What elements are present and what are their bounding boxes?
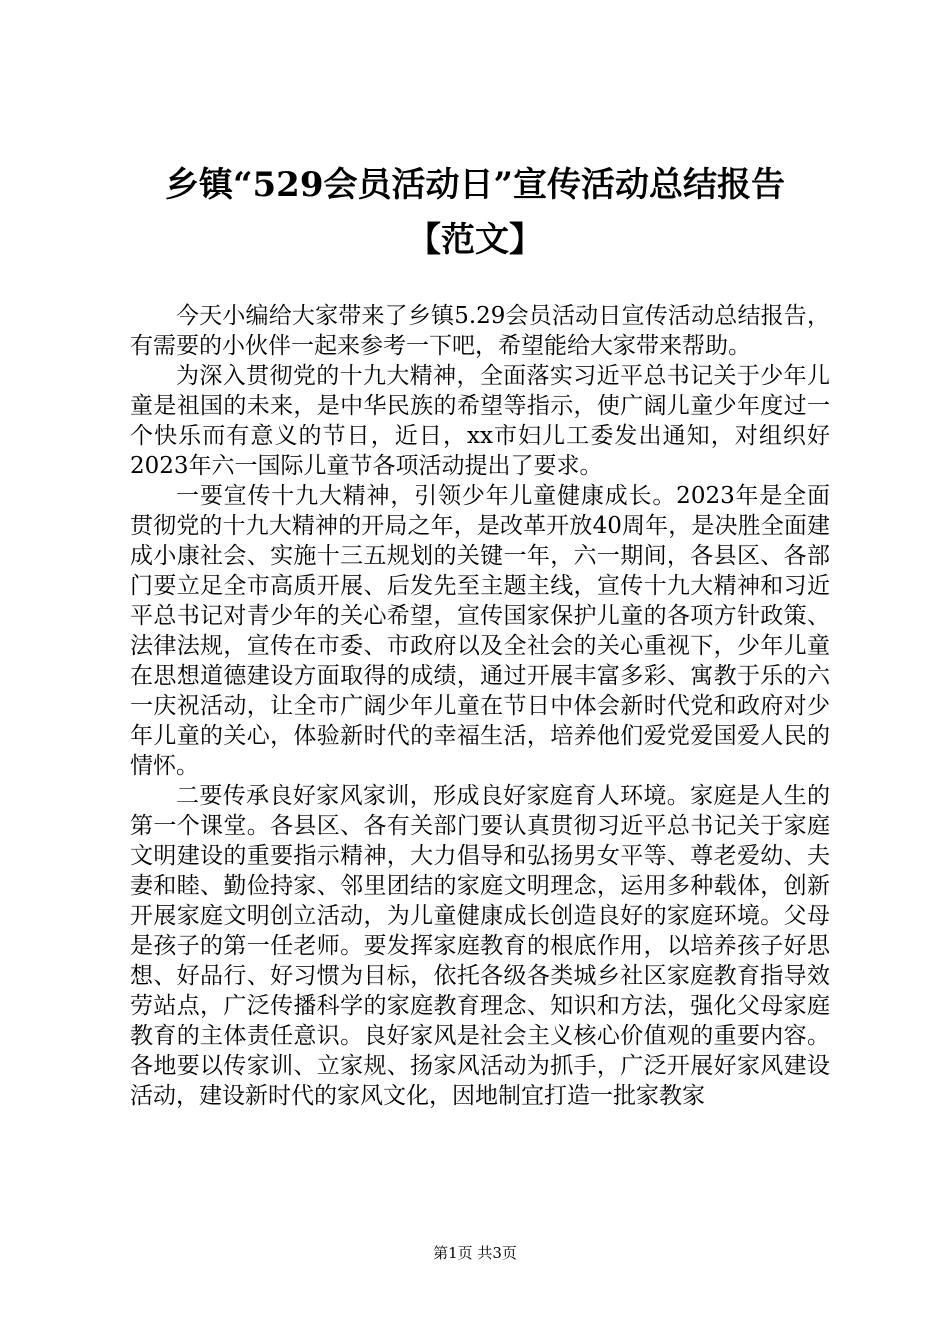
- document-title-line1: 乡镇“529会员活动日”宣传活动总结报告: [164, 165, 786, 205]
- page-footer: 第1页 共3页: [433, 1244, 517, 1262]
- document-body: [130, 301, 830, 1111]
- paragraph-point-two: 二要传承良好家风家训，形成良好家庭育人环境。家庭是人生的第一个课堂。各县区、各有关部门要认真贯彻习近平总书记关于家庭文明建设的重要指示精神，大力倡导和弘扬男女平等、尊老爱幼、夫妻和睦、勤俭持家、邻里团结的家庭文明理念，运用多种载体，创新开展家庭文明创立活动，为儿童健康成长创造良好的家庭环境。父母是孩子的第一任老师。要发挥家庭教育的根底作用，以培养孩子好思想、好品行、好习惯为目标，依托各级各类城乡社区家庭教育指导效劳站点，广泛传播科学的家庭教育理念、知识和方法，强化父母家庭教育的主体责任意识。良好家风是社会主义核心价值观的重要内容。各地要以传家训、立家规、扬家风活动为抓手，广泛开展好家风建设活动，建设新时代的家风文化，因地制宜打造一批家教家: [130, 783, 830, 1109]
- paragraph-background: 为深入贯彻党的十九大精神，全面落实习近平总书记关于少年儿童是祖国的未来，是中华民族的希望等指示，使广阔儿童少年度过一个快乐而有意义的节日，近日，xx市妇儿工委发出通知，对组织好2023年六一国际儿童节各项活动提出了要求。: [130, 363, 830, 479]
- paragraph-point-one: 一要宣传十九大精神，引领少年儿童健康成长。2023年是全面贯彻党的十九大精神的开局之年，是改革开放40周年，是决胜全面建成小康社会、实施十三五规划的关键一年，六一期间，各县区、各部门要立足全市高质开展、后发先至主题主线，宣传十九大精神和习近平总书记对青少年的关心希望，宣传国家保护儿童的各项方针政策、法律法规，宣传在市委、市政府以及全社会的关心重视下，少年儿童在思想道德建设方面取得的成绩，通过开展丰富多彩、寓教于乐的六一庆祝活动，让全市广阔少年儿童在节日中体会新时代党和政府对少年儿童的关心，体验新时代的幸福生活，培养他们爱党爱国爱人民的情怀。: [130, 483, 830, 779]
- document-title-line2: 【范文】: [407, 220, 543, 260]
- paragraph-intro: 今天小编给大家带来了乡镇5.29会员活动日宣传活动总结报告，有需要的小伙伴一起来参考一下吧，希望能给大家带来帮助。: [130, 303, 830, 359]
